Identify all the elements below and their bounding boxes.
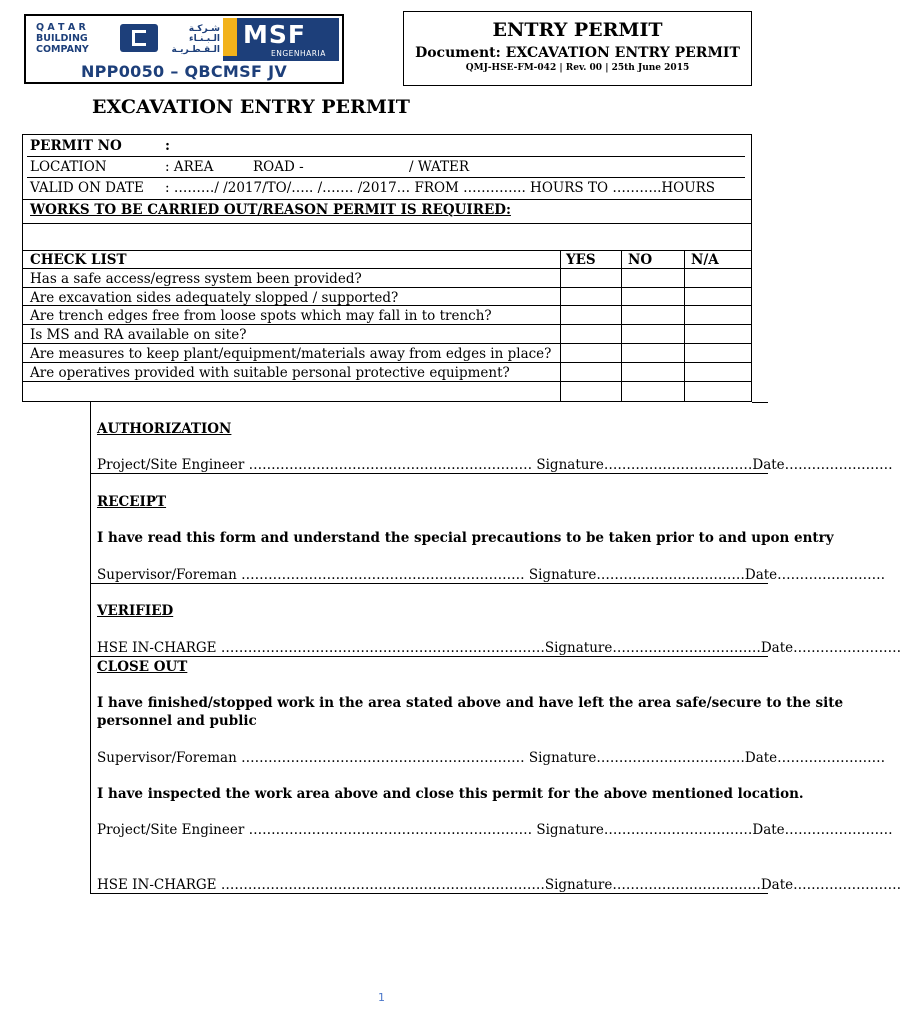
item-5-no-cell[interactable] bbox=[622, 344, 684, 362]
qbc-line-2: BUILDING bbox=[36, 33, 88, 44]
item-2-yes-cell[interactable] bbox=[561, 288, 621, 305]
receipt-statement: I have read this form and understand the special precautions to be taken prior to and upon entry bbox=[97, 530, 834, 546]
checklist-item: Is MS and RA available on site? bbox=[30, 327, 247, 343]
location-road-field[interactable]: ROAD - bbox=[253, 159, 304, 175]
item-6-na-cell[interactable] bbox=[685, 363, 749, 381]
section-divider bbox=[90, 656, 768, 657]
permit-table bbox=[22, 134, 752, 402]
works-description-field[interactable] bbox=[27, 225, 747, 248]
checklist-header: CHECK LIST bbox=[30, 252, 127, 268]
authorization-signature-line[interactable]: Project/Site Engineer ……………………………………………………… Signature……………………………Date…………………… bbox=[97, 457, 893, 473]
page-number: 1 bbox=[378, 991, 385, 1004]
section-divider bbox=[90, 893, 768, 894]
arabic-line-2: الـبـنـاء bbox=[188, 34, 220, 44]
location-label: LOCATION bbox=[30, 159, 107, 175]
checklist-item: Are trench edges free from loose spots which may fall in to trench? bbox=[30, 308, 492, 324]
form-title: EXCAVATION ENTRY PERMIT bbox=[92, 96, 410, 118]
item-3-yes-cell[interactable] bbox=[561, 306, 621, 324]
company-logo-box bbox=[24, 14, 344, 84]
checklist-item: Has a safe access/egress system been provided? bbox=[30, 271, 362, 287]
qbc-arabic-logo bbox=[160, 21, 222, 55]
item-1-yes-cell[interactable] bbox=[561, 269, 621, 287]
row-divider bbox=[23, 223, 751, 224]
item-4-na-cell[interactable] bbox=[685, 325, 749, 343]
sign-off-section-top bbox=[752, 402, 768, 403]
msf-logo-text: MSF bbox=[243, 20, 306, 49]
document-title: ENTRY PERMIT bbox=[492, 19, 663, 41]
item-1-na-cell[interactable] bbox=[685, 269, 749, 287]
location-area-field[interactable]: : AREA bbox=[165, 159, 214, 175]
checklist-item: Are operatives provided with suitable personal protective equipment? bbox=[30, 365, 510, 381]
project-code: NPP0050 – QBCMSF JV bbox=[80, 62, 288, 81]
row-divider bbox=[27, 156, 745, 157]
permit-no-label: PERMIT NO bbox=[30, 138, 122, 154]
close-out-statement-2: I have inspected the work area above and close this permit for the above mentioned location. bbox=[97, 786, 804, 802]
qbc-logo-text bbox=[36, 22, 116, 55]
sign-off-section-border bbox=[90, 402, 91, 894]
msf-logo-bar-icon bbox=[223, 18, 237, 56]
close-out-statement-1-cont: personnel and public bbox=[97, 713, 257, 729]
qbc-line-1: Q A T A R bbox=[36, 22, 86, 33]
receipt-heading: RECEIPT bbox=[97, 494, 167, 510]
receipt-signature-line[interactable]: Supervisor/Foreman ……………………………………………………… Signature……………………………Date…………………… bbox=[97, 567, 886, 583]
arabic-calligraphy-icon bbox=[160, 21, 222, 55]
row-divider bbox=[23, 250, 751, 251]
checklist-item: Are measures to keep plant/equipment/materials away from edges in place? bbox=[30, 346, 552, 362]
qbc-line-3: COMPANY bbox=[36, 44, 89, 55]
item-4-no-cell[interactable] bbox=[622, 325, 684, 343]
item-3-no-cell[interactable] bbox=[622, 306, 684, 324]
close-out-supervisor-line[interactable]: Supervisor/Foreman ……………………………………………………… Signature……………………………Date…………………… bbox=[97, 750, 886, 766]
permit-no-field[interactable]: : bbox=[165, 138, 170, 154]
document-revision: QMJ-HSE-FM-042 | Rev. 00 | 25th June 2015 bbox=[465, 63, 690, 73]
verified-heading: VERIFIED bbox=[97, 603, 174, 619]
item-5-yes-cell[interactable] bbox=[561, 344, 621, 362]
checklist-col-yes: YES bbox=[566, 252, 596, 268]
row-divider bbox=[23, 199, 751, 200]
checklist-col-no: NO bbox=[628, 252, 653, 268]
document-name: Document: EXCAVATION ENTRY PERMIT bbox=[415, 45, 740, 61]
item-1-no-cell[interactable] bbox=[622, 269, 684, 287]
item-6-yes-cell[interactable] bbox=[561, 363, 621, 381]
authorization-heading: AUTHORIZATION bbox=[97, 421, 232, 437]
item-2-no-cell[interactable] bbox=[622, 288, 684, 305]
section-divider bbox=[90, 583, 768, 584]
item-2-na-cell[interactable] bbox=[685, 288, 749, 305]
close-out-statement-1: I have finished/stopped work in the area stated above and have left the area safe/secure to the site bbox=[97, 695, 844, 711]
close-out-engineer-line[interactable]: Project/Site Engineer ……………………………………………………… Signature……………………………Date…………………… bbox=[97, 822, 893, 838]
checklist-col-na: N/A bbox=[691, 252, 719, 268]
close-out-hse-line[interactable]: HSE IN-CHARGE ………………………………………………………………Signature……………………………Date…………………… bbox=[97, 877, 901, 893]
valid-date-field[interactable]: : ………/ /2017/TO/….. /……. /2017… FROM ………….. HOURS TO ………..HOURS bbox=[165, 180, 716, 196]
verified-signature-line[interactable]: HSE IN-CHARGE ………………………………………………………………Signature……………………………Date…………………… bbox=[97, 640, 901, 656]
item-5-na-cell[interactable] bbox=[685, 344, 749, 362]
msf-logo-subtitle: ENGENHARIA bbox=[271, 49, 326, 58]
valid-date-label: VALID ON DATE bbox=[30, 180, 144, 196]
document-title-box bbox=[403, 11, 752, 86]
arabic-line-1: شـركـة bbox=[188, 24, 220, 34]
row-divider bbox=[23, 381, 751, 382]
item-6-no-cell[interactable] bbox=[622, 363, 684, 381]
checklist-item: Are excavation sides adequately slopped / supported? bbox=[30, 290, 399, 306]
section-divider bbox=[90, 473, 768, 474]
msf-logo bbox=[223, 18, 339, 61]
arabic-line-3: الـقـطـريـة bbox=[171, 45, 220, 55]
row-divider bbox=[27, 177, 745, 178]
qbc-logo-icon bbox=[120, 24, 158, 52]
works-label: WORKS TO BE CARRIED OUT/REASON PERMIT IS REQUIRED: bbox=[30, 202, 511, 218]
item-4-yes-cell[interactable] bbox=[561, 325, 621, 343]
close-out-heading: CLOSE OUT bbox=[97, 659, 188, 675]
location-water-field[interactable]: / WATER bbox=[409, 159, 470, 175]
item-3-na-cell[interactable] bbox=[685, 306, 749, 324]
